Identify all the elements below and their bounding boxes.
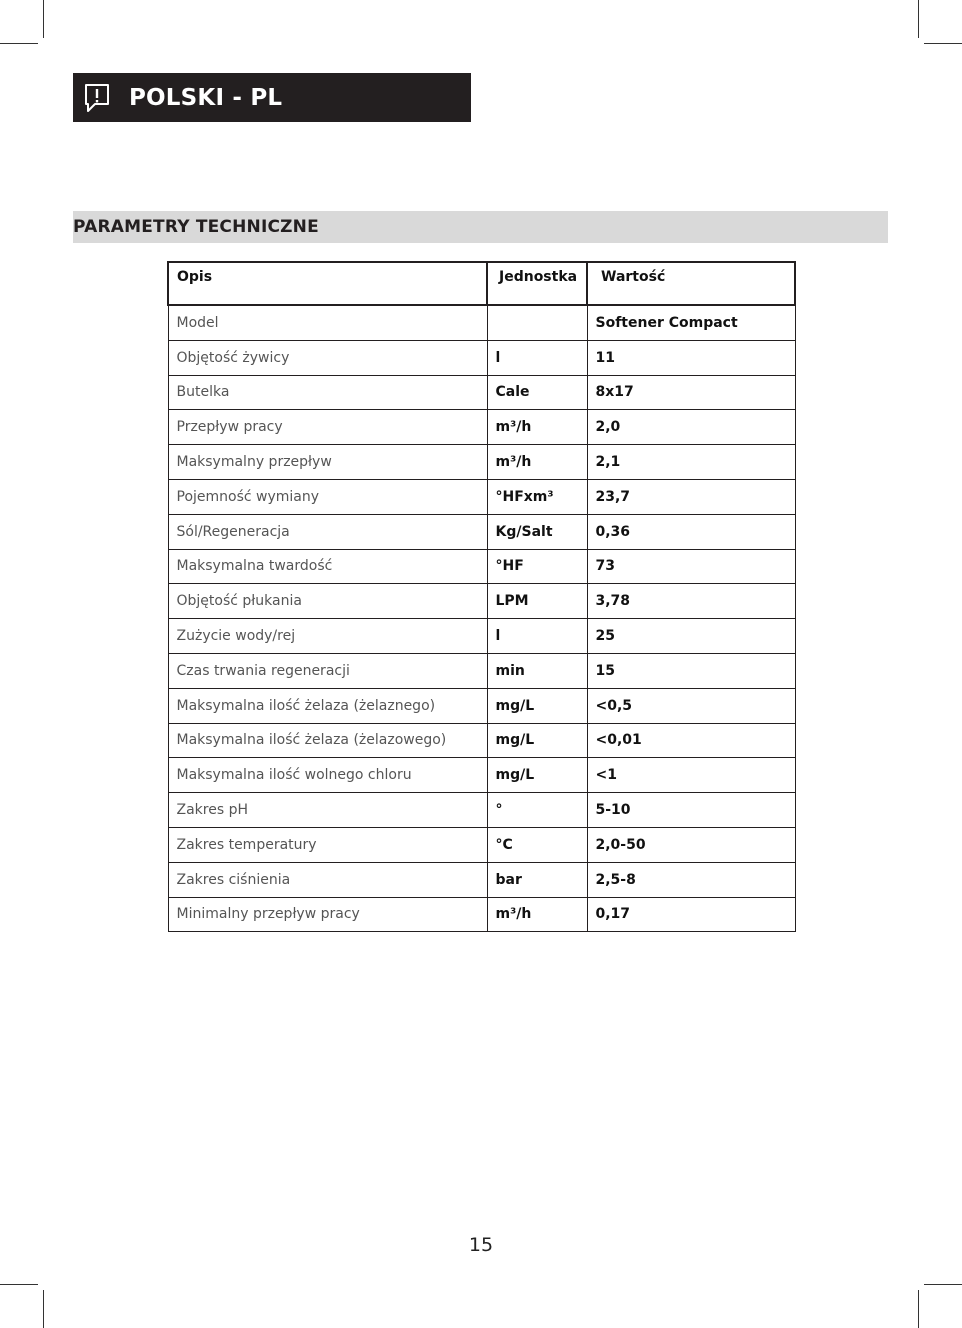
table-row: [168, 897, 795, 932]
row-value: 15: [587, 653, 795, 688]
crop-mark: [918, 1290, 919, 1328]
row-unit: °HFxm³: [487, 479, 587, 514]
row-description: Butelka: [168, 375, 487, 410]
row-value: Softener Compact: [587, 305, 795, 340]
language-banner: [73, 73, 471, 122]
table-row: [168, 758, 795, 793]
row-unit: m³/h: [487, 445, 587, 480]
row-unit: °HF: [487, 549, 587, 584]
column-header-unit: Jednostka: [487, 262, 587, 305]
row-description: Zużycie wody/rej: [168, 619, 487, 654]
row-description: Pojemność wymiany: [168, 479, 487, 514]
row-unit: °: [487, 793, 587, 828]
row-description: Przepływ pracy: [168, 410, 487, 445]
row-value: <0,5: [587, 688, 795, 723]
row-value: 25: [587, 619, 795, 654]
table-body: [168, 305, 795, 932]
row-description: Objętość płukania: [168, 584, 487, 619]
row-unit: mg/L: [487, 758, 587, 793]
table-row: [168, 723, 795, 758]
row-unit: m³/h: [487, 410, 587, 445]
row-unit: mg/L: [487, 688, 587, 723]
row-value: 2,5-8: [587, 862, 795, 897]
crop-mark: [924, 1284, 962, 1285]
table-row: [168, 305, 795, 340]
section-title: PARAMETRY TECHNICZNE: [73, 217, 319, 237]
row-value: 23,7: [587, 479, 795, 514]
crop-mark: [924, 43, 962, 44]
row-description: Objętość żywicy: [168, 340, 487, 375]
table-row: [168, 514, 795, 549]
row-value: 8x17: [587, 375, 795, 410]
table-row: [168, 827, 795, 862]
column-header-value: Wartość: [587, 262, 795, 305]
row-description: Zakres ciśnienia: [168, 862, 487, 897]
table-row: [168, 445, 795, 480]
table-row: [168, 375, 795, 410]
row-unit: l: [487, 340, 587, 375]
row-value: 2,0: [587, 410, 795, 445]
row-description: Czas trwania regeneracji: [168, 653, 487, 688]
row-description: Sól/Regeneracja: [168, 514, 487, 549]
table-row: [168, 793, 795, 828]
row-description: Maksymalna ilość wolnego chloru: [168, 758, 487, 793]
table-row: [168, 479, 795, 514]
row-unit: l: [487, 619, 587, 654]
crop-mark: [0, 43, 38, 44]
row-value: 0,36: [587, 514, 795, 549]
row-value: 2,0-50: [587, 827, 795, 862]
crop-mark: [43, 1290, 44, 1328]
table-header-row: [168, 262, 795, 305]
language-title: POLSKI - PL: [129, 84, 283, 111]
crop-mark: [43, 0, 44, 38]
row-value: 0,17: [587, 897, 795, 932]
table-row: [168, 619, 795, 654]
table-row: [168, 862, 795, 897]
row-value: 73: [587, 549, 795, 584]
row-unit: m³/h: [487, 897, 587, 932]
row-description: Zakres pH: [168, 793, 487, 828]
row-value: <1: [587, 758, 795, 793]
table-row: [168, 410, 795, 445]
row-value: 3,78: [587, 584, 795, 619]
page-number: 15: [468, 1234, 494, 1256]
column-header-description: Opis: [168, 262, 487, 305]
crop-mark: [918, 0, 919, 38]
warning-speech-bubble-icon: [83, 82, 111, 114]
table-row: [168, 688, 795, 723]
row-unit: °C: [487, 827, 587, 862]
row-description: Maksymalna ilość żelaza (żelazowego): [168, 723, 487, 758]
crop-mark: [0, 1284, 38, 1285]
row-value: 11: [587, 340, 795, 375]
row-description: Zakres temperatury: [168, 827, 487, 862]
row-unit: Kg/Salt: [487, 514, 587, 549]
table-row: [168, 549, 795, 584]
row-description: Model: [168, 305, 487, 340]
row-description: Maksymalna twardość: [168, 549, 487, 584]
table-row: [168, 584, 795, 619]
technical-parameters-table: [167, 261, 796, 932]
row-description: Minimalny przepływ pracy: [168, 897, 487, 932]
section-header: [73, 211, 888, 243]
row-unit: mg/L: [487, 723, 587, 758]
table-row: [168, 653, 795, 688]
row-description: Maksymalny przepływ: [168, 445, 487, 480]
row-unit: min: [487, 653, 587, 688]
table-row: [168, 340, 795, 375]
row-value: 5-10: [587, 793, 795, 828]
row-description: Maksymalna ilość żelaza (żelaznego): [168, 688, 487, 723]
row-value: <0,01: [587, 723, 795, 758]
row-unit: Cale: [487, 375, 587, 410]
row-unit: bar: [487, 862, 587, 897]
row-unit: LPM: [487, 584, 587, 619]
row-unit: [487, 305, 587, 340]
row-value: 2,1: [587, 445, 795, 480]
